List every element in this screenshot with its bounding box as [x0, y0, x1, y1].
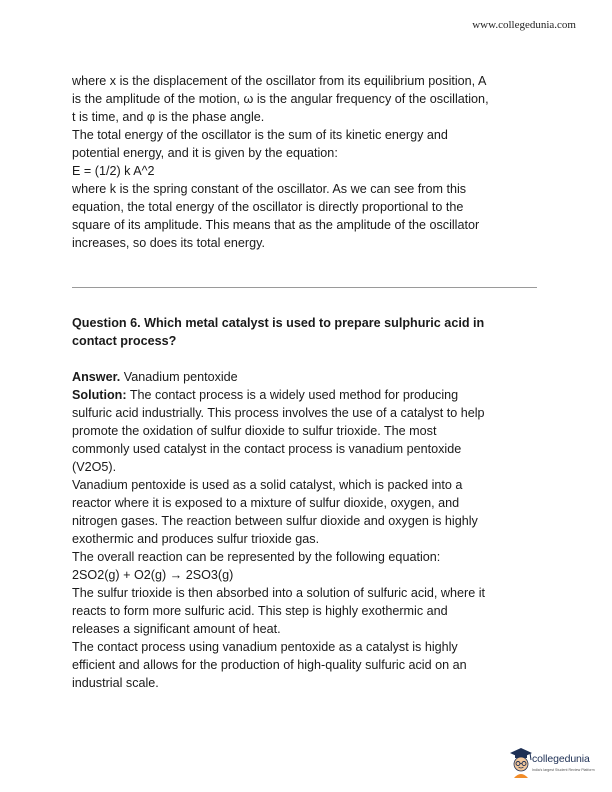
text-line: exothermic and produces sulfur trioxide gas.: [72, 532, 320, 546]
text-line: where x is the displacement of the oscillator from its equilibrium position, A: [72, 74, 487, 88]
text-line: commonly used catalyst in the contact process is vanadium pentoxide: [72, 442, 462, 456]
answer-line: [72, 368, 542, 386]
text-line: t is time, and φ is the phase angle.: [72, 110, 265, 124]
question-line: Question 6. Which metal catalyst is used to prepare sulphuric acid in: [72, 316, 485, 330]
text-line: potential energy, and it is given by the equation:: [72, 146, 338, 160]
answer-label: Answer.: [72, 370, 121, 384]
answer-text: Vanadium pentoxide: [120, 370, 238, 384]
solution-first-line: [72, 386, 542, 404]
text-line: (V2O5).: [72, 460, 117, 474]
section-divider: [72, 287, 537, 288]
text-line: reacts to form more sulfuric acid. This step is highly exothermic and: [72, 604, 448, 618]
text-line: where k is the spring constant of the oscillator. As we can see from this: [72, 182, 467, 196]
question-heading: [72, 314, 542, 350]
site-url[interactable]: www.collegedunia.com: [472, 19, 576, 31]
brand-tagline: India's largest Student Review Platform: [532, 768, 595, 772]
collegedunia-logo[interactable]: [508, 744, 598, 782]
text-line: Vanadium pentoxide is used as a solid catalyst, which is packed into a: [72, 478, 463, 492]
text-line: efficient and allows for the production of high-quality sulfuric acid on an: [72, 658, 467, 672]
text-line: The overall reaction can be represented by the following equation:: [72, 550, 441, 564]
text-line: sulfuric acid industrially. This process involves the use of a catalyst to help: [72, 406, 485, 420]
text-line: is the amplitude of the motion, ω is the angular frequency of the oscillation,: [72, 92, 489, 106]
solution-label: Solution:: [72, 388, 127, 402]
text-line: equation, the total energy of the oscillator is directly proportional to the: [72, 200, 464, 214]
solution-text: The contact process is a widely used method for producing: [126, 388, 459, 402]
equation-line: 2SO2(g) + O2(g) → 2SO3(g): [72, 568, 234, 582]
text-line: reactor where it is exposed to a mixture of sulfur dioxide, oxygen, and: [72, 496, 460, 510]
text-line: The sulfur trioxide is then absorbed into a solution of sulfuric acid, where it: [72, 586, 486, 600]
brand-name: collegedunia: [532, 753, 590, 765]
text-line: promote the oxidation of sulfur dioxide to sulfur trioxide. The most: [72, 424, 437, 438]
question-6-section: [72, 314, 542, 692]
text-line: nitrogen gases. The reaction between sulfur dioxide and oxygen is highly: [72, 514, 478, 528]
text-line: The total energy of the oscillator is the sum of its kinetic energy and: [72, 128, 448, 142]
text-line: releases a significant amount of heat.: [72, 622, 281, 636]
question-line: contact process?: [72, 334, 177, 348]
equation-line: E = (1/2) k A^2: [72, 164, 155, 178]
previous-answer-text: [72, 72, 542, 252]
text-line: The contact process using vanadium pentoxide as a catalyst is highly: [72, 640, 458, 654]
text-line: increases, so does its total energy.: [72, 236, 265, 250]
text-line: square of its amplitude. This means that as the amplitude of the oscillator: [72, 218, 480, 232]
text-line: industrial scale.: [72, 676, 159, 690]
mascot-icon: [508, 744, 534, 780]
